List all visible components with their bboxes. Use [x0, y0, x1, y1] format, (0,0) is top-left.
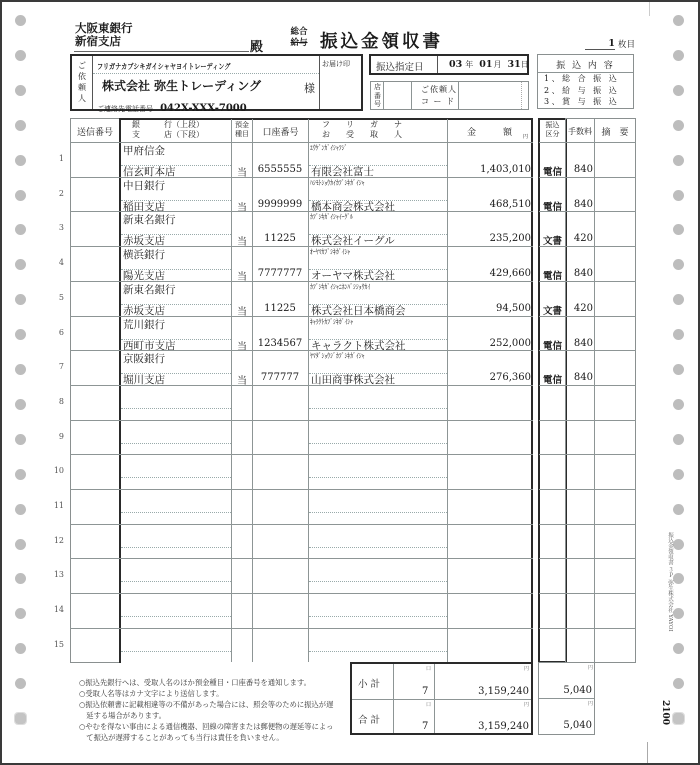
total-count: 7 [422, 721, 429, 732]
tractor-hole [15, 399, 26, 410]
fee-totals-box: 円 円 5,040 5,040 [538, 662, 595, 735]
account-number-cell: 6555555 [257, 164, 303, 175]
row-number: 6 [58, 327, 64, 337]
tractor-hole [15, 259, 26, 270]
payee-kana-cell: ｵｰﾔﾏｶﾌﾞｼｷｶﾞｲｼｬ [310, 248, 351, 257]
tractor-hole [673, 504, 684, 515]
tractor-hole [15, 120, 26, 131]
row-number: 3 [58, 223, 64, 233]
row-midline [309, 443, 447, 444]
account-number-cell: 7777777 [257, 268, 303, 280]
fee-cell: 420 [573, 233, 593, 245]
branch-name-cell: 赤坂支店 [123, 304, 165, 317]
amount-cell: 429,660 [489, 268, 531, 280]
note-item: て振込が遅滞することがあっても当行は責任を負いません。 [79, 733, 284, 742]
header-account: 口座番号 [262, 128, 299, 138]
tractor-hole [673, 155, 684, 166]
bank-name-cell: 甲府信金 [123, 145, 165, 157]
row-midline [309, 547, 447, 548]
row-midline [121, 477, 231, 478]
requester-side-label: ご 依 頼 人 [78, 61, 86, 103]
note-item: ○受取人名等はカナ文字により送信します。 [79, 689, 224, 698]
tractor-hole [673, 364, 684, 375]
payee-kana-cell: ﾔﾏﾀﾞｼｮｳｼﾞｶﾌﾞｼｷｶﾞｲｼｬ [310, 352, 365, 361]
branch-name-cell: 赤坂支店 [123, 235, 165, 248]
store-number-label: 店 番 号 [374, 83, 381, 108]
requester-phone-row [97, 96, 247, 115]
tractor-hole [673, 15, 684, 26]
deposit-type-cell: 当 [237, 341, 247, 353]
tractor-hole [673, 469, 684, 480]
account-number-cell: 777777 [260, 372, 300, 384]
row-midline [309, 512, 447, 513]
deposit-type-cell: 当 [237, 306, 247, 318]
transfer-type-box [537, 54, 634, 109]
branch-name-cell: 稲田支店 [123, 200, 165, 213]
note-item: ○振込先銀行へは、受取人名のほか預金種目・口座番号を通知します。 [79, 678, 311, 687]
tractor-hole [673, 85, 684, 96]
tractor-hole [15, 608, 26, 619]
fee-cell: 840 [573, 372, 593, 384]
transfer-type-list [544, 73, 619, 108]
row-divider [70, 558, 533, 559]
header-kana-payee: フ リ ガ ナ お 受 取 人 [322, 120, 402, 139]
row-number: 13 [53, 570, 64, 580]
row-divider [539, 177, 636, 178]
tractor-hole [673, 120, 684, 131]
tractor-hole [673, 678, 684, 689]
honorific: 殿 [250, 40, 264, 55]
row-divider [70, 628, 533, 629]
type-sogo: 総合 [290, 27, 308, 37]
payee-kana-cell: ｶﾌﾞｼｷｶﾞｲｼｬﾆﾎﾝﾊﾞｼｼｮｳｶｲ [310, 282, 371, 291]
row-divider [539, 350, 636, 351]
row-divider [539, 316, 636, 317]
tractor-hole [15, 190, 26, 201]
total-fee: 5,040 [563, 720, 592, 731]
tractor-hole [15, 15, 26, 26]
fee-cell: 840 [573, 337, 593, 349]
row-midline [121, 512, 231, 513]
phone-label: ご連絡先電話番号 [97, 105, 153, 113]
transfer-method-cell: 電信 [542, 271, 562, 283]
branch-name-cell: 堀川支店 [123, 374, 165, 387]
payee-name-cell: 橋本商会株式会社 [311, 200, 395, 213]
requester-sama: 様 [304, 82, 315, 95]
bank-name-cell: 横浜銀行 [123, 249, 165, 262]
notes-list [79, 677, 333, 743]
note-item: ○振込依頼書に記載相違等の不備があった場合には、照会等のために振込が遅 [79, 700, 334, 709]
header-fee: 手数料 [568, 127, 592, 136]
margin-vertical-text: 振込金領収書 ３Ｐ 弥生株式会社 YAYOI [667, 532, 673, 632]
transfer-type-title: 振 込 内 容 [556, 61, 615, 71]
payee-kana-cell: ｶﾌﾞｼｷｶﾞｲｼｬｲｰｸﾞﾙ [310, 213, 354, 222]
tractor-hole [673, 539, 684, 550]
tractor-hole [673, 329, 684, 340]
account-number-cell: 1234567 [257, 337, 303, 349]
row-divider [70, 454, 533, 455]
tractor-hole [15, 504, 26, 515]
bank-name-cell: 新東名銀行 [123, 283, 176, 296]
transfer-method-cell: 文書 [542, 236, 562, 248]
tractor-hole [673, 294, 684, 305]
tractor-hole [673, 573, 684, 584]
subtotal-count: 7 [422, 686, 429, 697]
account-number-cell: 11225 [264, 302, 296, 314]
subtotal-amount: 3,159,240 [478, 686, 529, 697]
tractor-hole [673, 608, 684, 619]
branch-name-cell: 陽光支店 [123, 270, 165, 283]
subtotal-fee: 5,040 [563, 685, 592, 696]
tractor-hole [15, 85, 26, 96]
row-divider [70, 385, 533, 386]
deposit-type-cell: 当 [237, 376, 247, 388]
requester-phone: 042X-XXX-7000 [160, 103, 247, 114]
row-divider [539, 142, 636, 143]
deposit-type-cell: 当 [237, 272, 247, 284]
payee-name-cell: オーヤマ株式会社 [311, 270, 395, 283]
account-number-cell: 9999999 [257, 198, 303, 210]
row-divider [539, 211, 636, 212]
row-divider [70, 489, 533, 490]
deposit-type-cell: 当 [237, 237, 247, 249]
row-number: 11 [53, 501, 64, 510]
row-divider [70, 420, 533, 421]
bank-name-cell: 荒川銀行 [123, 318, 165, 331]
amount-cell: 468,510 [489, 198, 531, 210]
page-number: 1 [585, 38, 615, 50]
tractor-hole [673, 399, 684, 410]
deposit-type-cell: 当 [237, 168, 247, 179]
note-item: ○やむを得ない事由による通信機器、回線の障害または郵便物の遅延等によっ [79, 722, 334, 731]
transfer-type-item: 1、総 合 振 込 [544, 74, 620, 83]
tractor-hole [15, 678, 26, 689]
row-number: 7 [58, 362, 64, 372]
amount-cell: 252,000 [489, 337, 531, 349]
row-number: 14 [53, 605, 64, 615]
tractor-hole [673, 259, 684, 270]
bank-name-cell: 中日銀行 [123, 179, 165, 192]
total-label: 合 計 [358, 715, 381, 726]
requester-furigana: フリガナカブシキガイシャヤヨイトレーディング [97, 62, 231, 71]
tractor-hole [673, 190, 684, 201]
row-midline [309, 616, 447, 617]
header-amount: 金 額 [467, 128, 513, 138]
total-amount: 3,159,240 [478, 721, 529, 732]
requester-code-label: ご依頼人 コ ー ド [421, 85, 457, 106]
header-method: 振込 区分 [545, 121, 560, 138]
form-code: 2100 [660, 700, 670, 726]
send-number-column [70, 118, 120, 663]
header-deposit-type: 預金 種目 [235, 121, 249, 138]
transfer-date-value: 03 年 01月 31日 [449, 59, 529, 70]
codes-box [370, 81, 529, 110]
tractor-hole [15, 434, 26, 445]
fee-cell: 420 [573, 302, 593, 314]
note-item: 延する場合があります。 [79, 711, 166, 720]
row-midline [121, 581, 231, 582]
bank-name-cell: 新東名銀行 [123, 214, 176, 227]
tractor-hole [673, 713, 684, 724]
row-number: 1 [58, 154, 64, 163]
header-yen: 円 [523, 134, 529, 140]
transfer-method-cell: 電信 [542, 375, 562, 387]
transfer-date-box [369, 54, 529, 75]
row-midline [121, 443, 231, 444]
row-divider [539, 420, 636, 421]
tractor-hole [673, 50, 684, 61]
transfer-receipt-form [2, 2, 698, 763]
payee-name-cell: 株式会社イーグル [311, 235, 395, 248]
bank-block [75, 22, 133, 48]
transfer-method-cell: 電信 [542, 167, 562, 178]
row-number: 2 [58, 188, 64, 198]
row-divider [539, 593, 636, 594]
transfer-date-label: 振込指定日 [376, 62, 424, 73]
row-number: 12 [53, 535, 64, 545]
bank-name: 大阪東銀行 [75, 21, 133, 35]
row-midline [309, 477, 447, 478]
row-divider [539, 454, 636, 455]
header-memo: 摘 要 [601, 128, 629, 138]
row-number: 9 [58, 431, 64, 441]
tractor-hole [673, 224, 684, 235]
bank-name-cell: 京阪銀行 [123, 353, 165, 366]
page-title: 振込金領収書 [320, 32, 443, 52]
page-label: 枚目 [618, 40, 636, 50]
tractor-hole [673, 434, 684, 445]
fee-cell: 840 [573, 164, 593, 175]
row-number: 8 [58, 396, 64, 406]
type-kyuyo-struck: 給与 [290, 38, 308, 48]
payee-kana-cell: ｷｬﾗｸﾄｶﾌﾞｼｷｶﾞｲｼｬ [310, 317, 354, 326]
seal-label: お届け印 [322, 60, 350, 68]
tractor-hole [15, 294, 26, 305]
tractor-hole [15, 469, 26, 480]
tractor-hole [15, 329, 26, 340]
row-midline [121, 651, 231, 652]
tractor-hole [15, 364, 26, 375]
tractor-hole [15, 539, 26, 550]
transfer-method-cell: 電信 [542, 201, 562, 213]
tractor-hole [15, 713, 26, 724]
subtotal-label: 小 計 [358, 679, 381, 690]
row-midline [121, 547, 231, 548]
payee-kana-cell: ﾊｼﾓﾄｼｮｳｶｲｶﾌﾞｼｷｶﾞｲｼｬ [310, 178, 365, 187]
branch-name: 新宿支店 [75, 34, 121, 48]
row-divider [70, 593, 533, 594]
transfer-method-cell: 文書 [542, 305, 562, 317]
fee-cell: 840 [573, 198, 593, 210]
row-midline [309, 408, 447, 409]
amount-cell: 235,200 [489, 233, 531, 245]
header-send-number: 送信番号 [76, 128, 113, 138]
payee-name-cell: 株式会社日本橋商会 [311, 304, 406, 317]
requester-name: 株式会社 弥生トレーディング [102, 79, 261, 93]
bank-underline [74, 51, 249, 52]
row-number: 10 [53, 466, 64, 476]
header-bank-branch: 銀 行（上段） 支 店（下段） [132, 120, 204, 139]
tractor-hole [15, 224, 26, 235]
row-number: 5 [58, 292, 64, 302]
deposit-type-cell: 当 [237, 202, 247, 214]
tractor-hole [15, 643, 26, 654]
amount-cell: 94,500 [496, 302, 531, 314]
tractor-hole [15, 50, 26, 61]
form-type-selector [285, 27, 313, 49]
payee-name-cell: 有限会社富士 [311, 166, 374, 178]
row-midline [309, 581, 447, 582]
row-divider [539, 246, 636, 247]
transfer-type-item: 3、賞 与 振 込 [544, 97, 620, 106]
payee-name-cell: 山田商事株式会社 [311, 374, 395, 387]
row-divider [539, 558, 636, 559]
account-number-cell: 11225 [264, 233, 296, 245]
totals-box: 小 計 合 計 口 口 円 円 7 7 3,159,240 3,159,240 [350, 662, 533, 735]
row-number: 15 [53, 639, 64, 649]
amount-cell: 276,360 [489, 372, 531, 384]
payee-kana-cell: ﾕｳｹﾞﾝｶﾞｲｼｬﾌｼﾞ [310, 144, 348, 152]
row-divider [70, 524, 533, 525]
branch-name-cell: 西町市支店 [123, 339, 176, 352]
tractor-hole [15, 155, 26, 166]
amount-cell: 1,403,010 [480, 164, 531, 175]
tractor-hole [673, 643, 684, 654]
fee-cell: 840 [573, 268, 593, 280]
row-divider [539, 489, 636, 490]
branch-name-cell: 信玄町本店 [123, 166, 176, 178]
row-midline [309, 651, 447, 652]
transfer-method-cell: 電信 [542, 340, 562, 352]
row-divider [539, 628, 636, 629]
row-divider [539, 281, 636, 282]
tractor-hole [15, 573, 26, 584]
row-midline [121, 408, 231, 409]
requester-box [70, 54, 363, 114]
row-divider [539, 385, 636, 386]
row-divider [539, 524, 636, 525]
payee-name-cell: キャラクト株式会社 [311, 339, 406, 352]
transfer-type-item: 2、給 与 振 込 [544, 85, 620, 95]
row-midline [121, 616, 231, 617]
row-number: 4 [58, 258, 64, 268]
